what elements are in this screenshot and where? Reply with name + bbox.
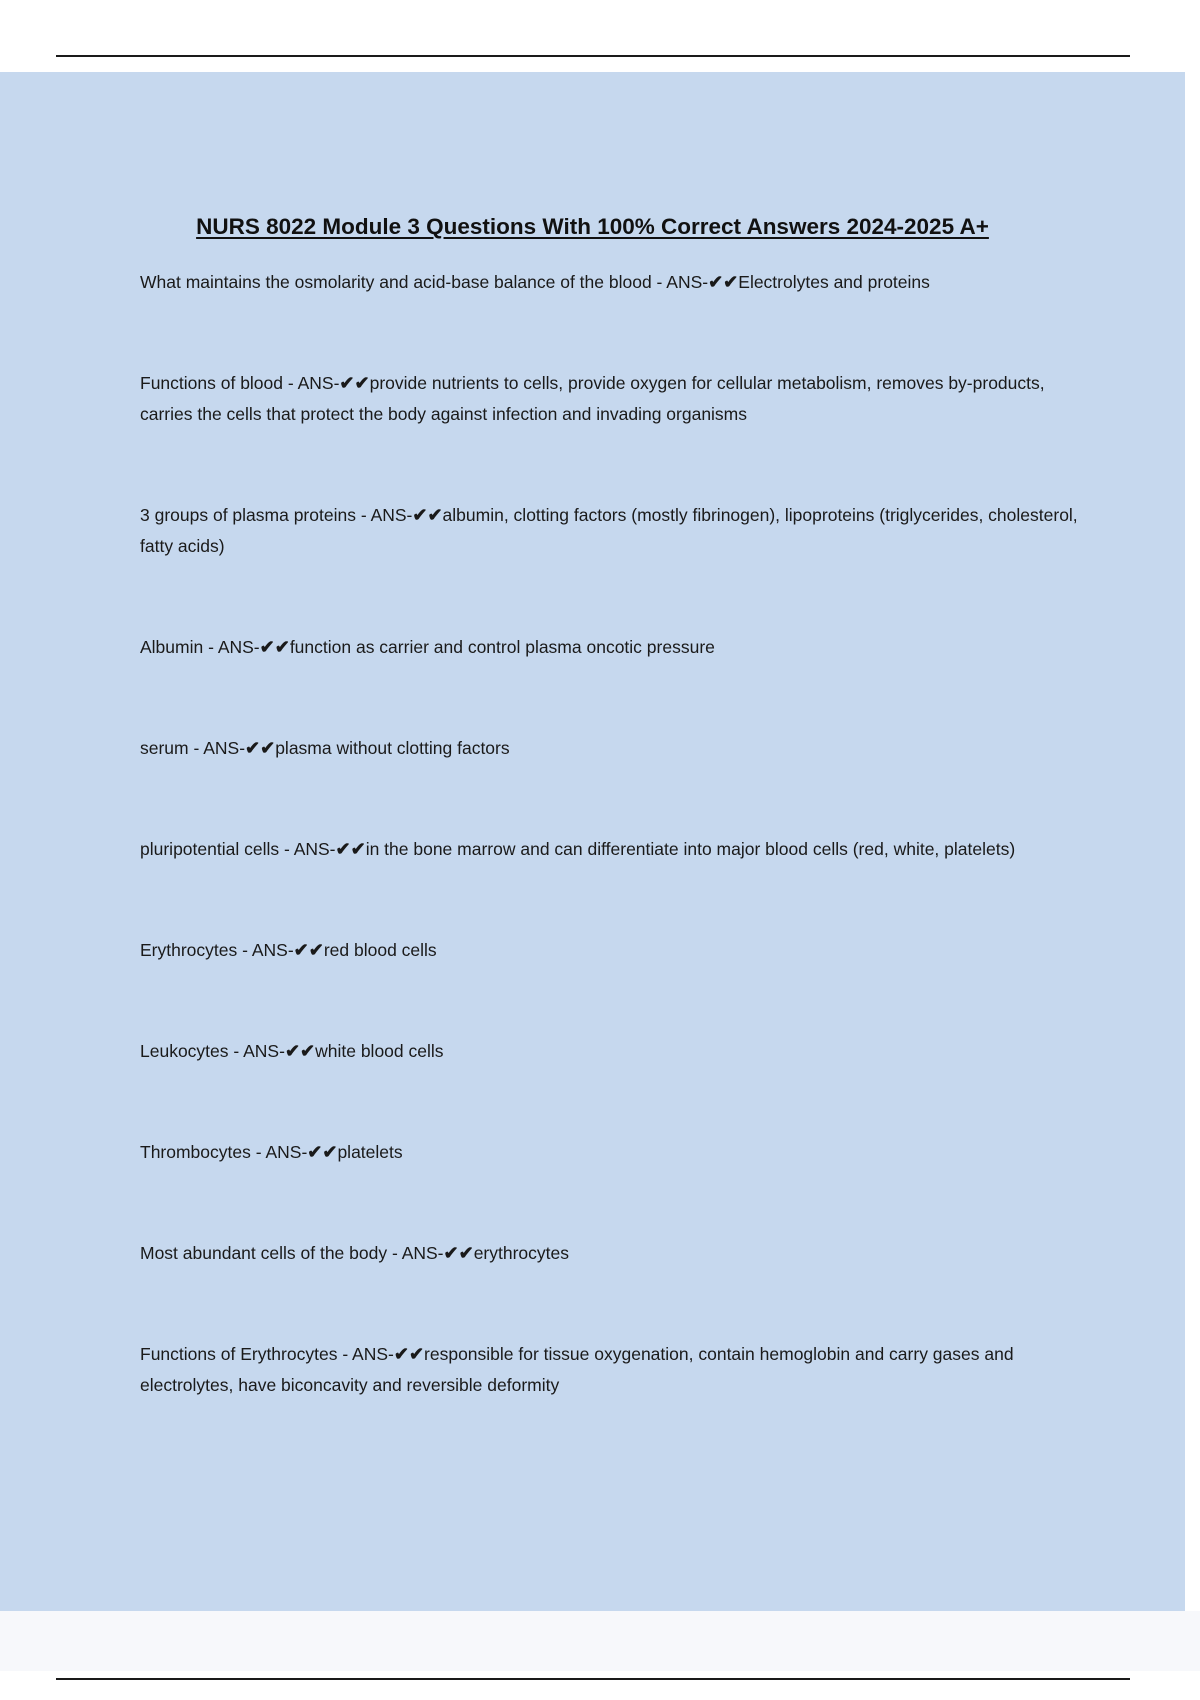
- answer-text: white blood cells: [315, 1041, 444, 1061]
- qa-item: Thrombocytes - ANS-✔✔platelets: [140, 1142, 403, 1162]
- question-text: serum: [140, 738, 189, 758]
- check-mark-icon: ✔✔: [393, 1344, 425, 1364]
- qa-item: pluripotential cells - ANS-✔✔in the bone marrow and can differentiate into major blood cells (red, white, platelets): [140, 839, 1016, 859]
- qa-item: 3 groups of plasma proteins - ANS-✔✔albumin, clotting factors (mostly fibrinogen), lipoproteins (triglycerides, cholesterol, fatty acids): [140, 505, 1078, 556]
- check-mark-icon: ✔✔: [708, 272, 739, 292]
- answer-marker: ANS-: [666, 272, 709, 292]
- answer-text: provide nutrients to cells, provide oxygen for cellular metabolism, removes by-products, carries the cells that protect the body against infection and invading organisms: [140, 373, 1045, 424]
- qa-item: Functions of blood - ANS-✔✔provide nutrients to cells, provide oxygen for cellular metabolism, removes by-products, carries the cells that protect the body against infection and invading organisms: [140, 373, 1045, 424]
- qa-item: Albumin - ANS-✔✔function as carrier and control plasma oncotic pressure: [140, 637, 715, 657]
- question-text: Functions of blood: [140, 373, 284, 393]
- question-text: 3 groups of plasma proteins: [140, 505, 356, 525]
- question-text: Functions of Erythrocytes: [140, 1344, 338, 1364]
- answer-marker: ANS-: [293, 839, 336, 859]
- question-text: Most abundant cells of the body: [140, 1243, 388, 1263]
- answer-text: platelets: [337, 1142, 403, 1162]
- answer-text: red blood cells: [323, 940, 437, 960]
- check-mark-icon: ✔✔: [335, 839, 366, 859]
- question-text: Albumin: [140, 637, 204, 657]
- check-mark-icon: ✔✔: [412, 505, 443, 525]
- top-rule: [56, 55, 1130, 57]
- answer-marker: ANS-: [203, 738, 246, 758]
- answer-marker: ANS-: [251, 940, 294, 960]
- qa-item: Functions of Erythrocytes - ANS-✔✔responsible for tissue oxygenation, contain hemoglobin and carry gases and electrolytes, have biconcavity and reversible deformity: [140, 1344, 1014, 1395]
- answer-marker: ANS-: [297, 373, 340, 393]
- check-mark-icon: ✔✔: [443, 1243, 474, 1263]
- bottom-rule: [56, 1678, 1130, 1680]
- answer-text: in the bone marrow and can differentiate into major blood cells (red, white, platelets): [365, 839, 1016, 859]
- question-text: pluripotential cells: [140, 839, 280, 859]
- check-mark-icon: ✔✔: [293, 940, 324, 960]
- question-text: Leukocytes: [140, 1041, 229, 1061]
- check-mark-icon: ✔✔: [307, 1142, 338, 1162]
- answer-marker: ANS-: [217, 637, 260, 657]
- check-mark-icon: ✔✔: [339, 373, 370, 393]
- qa-item: What maintains the osmolarity and acid-base balance of the blood - ANS-✔✔Electrolytes and proteins: [140, 272, 930, 292]
- qa-list: [140, 267, 1080, 1471]
- qa-item: serum - ANS-✔✔plasma without clotting factors: [140, 738, 510, 758]
- answer-text: erythrocytes: [473, 1243, 569, 1263]
- answer-marker: ANS-: [352, 1344, 394, 1364]
- answer-marker: ANS-: [401, 1243, 444, 1263]
- answer-text: function as carrier and control plasma oncotic pressure: [289, 637, 715, 657]
- qa-item: Leukocytes - ANS-✔✔white blood cells: [140, 1041, 444, 1061]
- qa-item: Erythrocytes - ANS-✔✔red blood cells: [140, 940, 437, 960]
- question-text: Erythrocytes: [140, 940, 238, 960]
- answer-marker: ANS-: [243, 1041, 285, 1061]
- answer-text: responsible for tissue oxygenation, contain hemoglobin and carry gases and electrolytes, have biconcavity and reversible deformity: [140, 1344, 1014, 1395]
- answer-text: Electrolytes and proteins: [738, 272, 930, 292]
- question-text: What maintains the osmolarity and acid-base balance of the blood: [140, 272, 652, 292]
- answer-text: albumin, clotting factors (mostly fibrinogen), lipoproteins (triglycerides, cholesterol, fatty acids): [140, 505, 1078, 556]
- qa-item: Most abundant cells of the body - ANS-✔✔erythrocytes: [140, 1243, 569, 1263]
- document-title: NURS 8022 Module 3 Questions With 100% Correct Answers 2024-2025 A+: [196, 214, 989, 239]
- question-text: Thrombocytes: [140, 1142, 251, 1162]
- answer-text: plasma without clotting factors: [275, 738, 510, 758]
- check-mark-icon: ✔✔: [245, 738, 276, 758]
- document-page: [0, 72, 1185, 1611]
- page-bottom-margin: [0, 1611, 1200, 1671]
- answer-marker: ANS-: [265, 1142, 308, 1162]
- answer-marker: ANS-: [370, 505, 413, 525]
- check-mark-icon: ✔✔: [284, 1041, 316, 1061]
- check-mark-icon: ✔✔: [259, 637, 290, 657]
